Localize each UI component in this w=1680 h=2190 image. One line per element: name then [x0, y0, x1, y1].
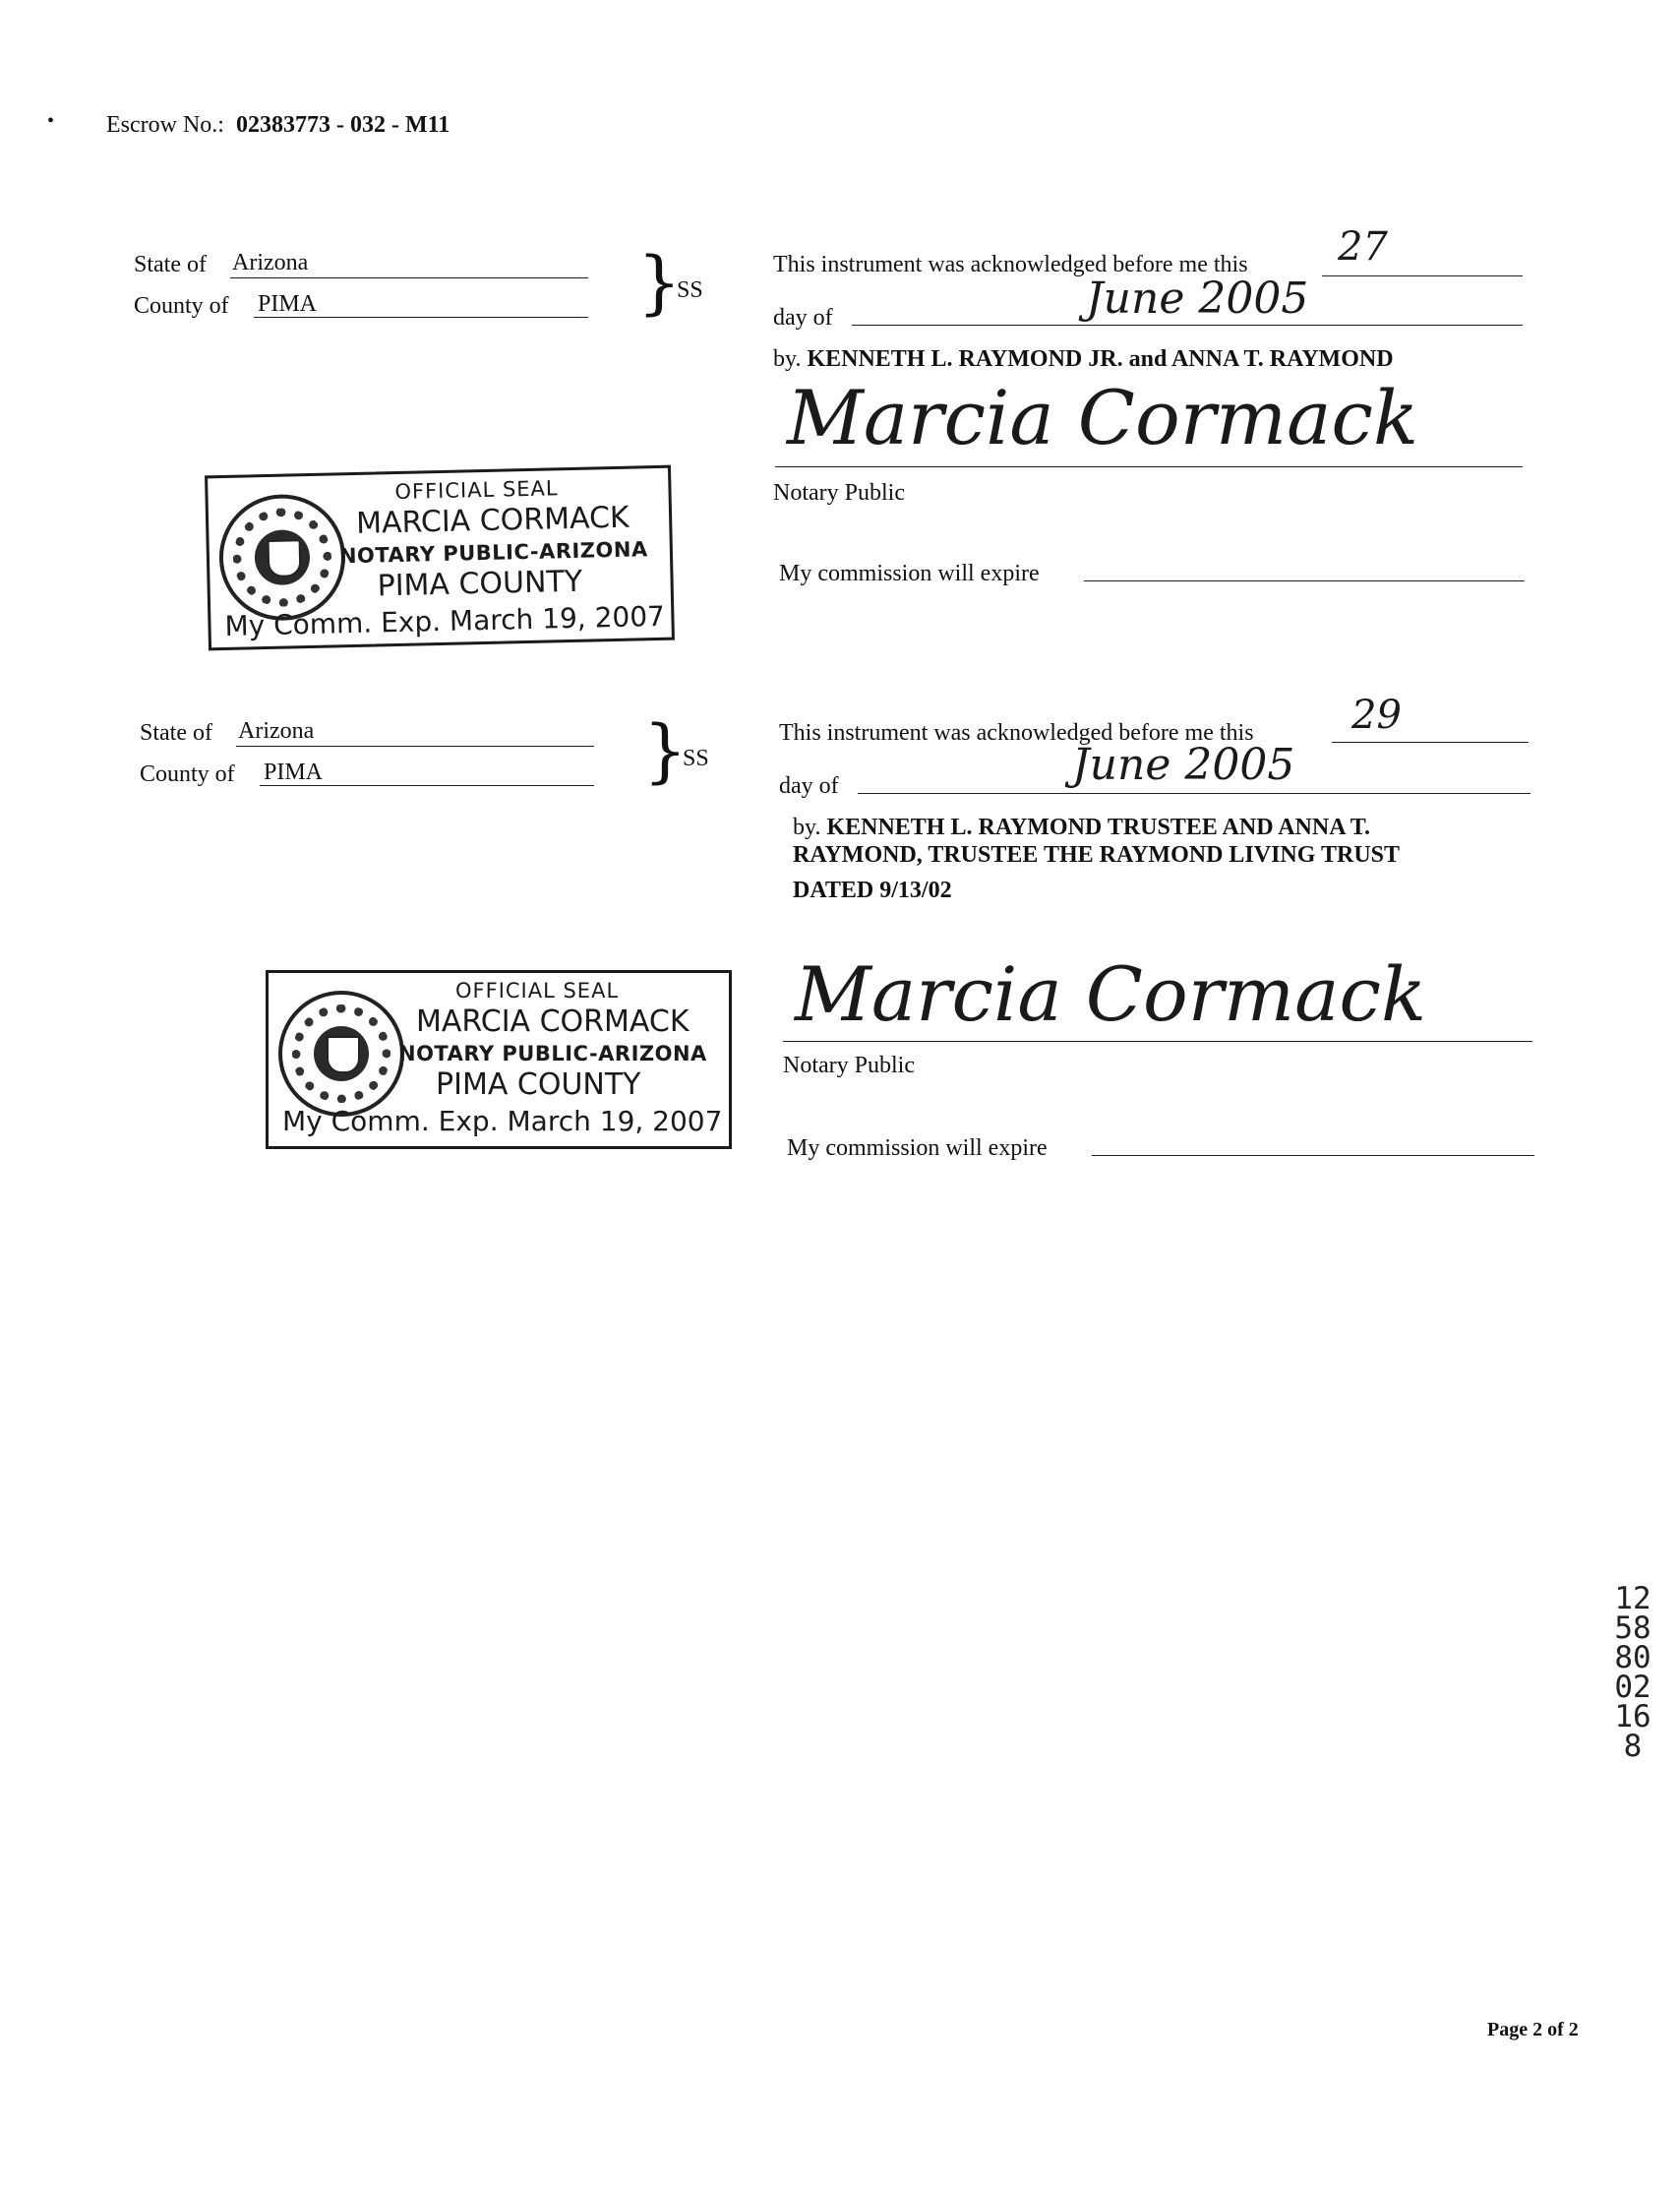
seal-notary-name: MARCIA CORMACK [355, 500, 630, 541]
brace: } [637, 242, 682, 323]
ss-label: SS [677, 277, 703, 303]
notary-public-label: Notary Public [773, 480, 905, 506]
county-underline [254, 317, 588, 318]
county-value: PIMA [264, 760, 324, 785]
county-value: PIMA [258, 291, 318, 317]
day-underline [1322, 275, 1523, 276]
day-underline [1332, 742, 1529, 743]
handwritten-month-year: June 2005 [1072, 740, 1295, 790]
by-label: by. [773, 346, 802, 372]
seal-title: OFFICIAL SEAL [394, 476, 559, 505]
ss-label: SS [683, 746, 709, 771]
by-line [773, 346, 1394, 373]
state-value: Arizona [232, 250, 309, 275]
by-names-line-3: DATED 9/13/02 [793, 878, 952, 903]
by-names: KENNETH L. RAYMOND JR. and ANNA T. RAYMOND [807, 346, 1394, 372]
handwritten-day: 27 [1338, 224, 1388, 270]
seal-notary-public: NOTARY PUBLIC-ARIZONA [338, 537, 648, 569]
seal-county: PIMA COUNTY [436, 1067, 641, 1102]
by-names-line-2: RAYMOND, TRUSTEE THE RAYMOND LIVING TRUST [793, 842, 1401, 868]
commission-underline [1092, 1155, 1534, 1156]
seal-expiration: My Comm. Exp. March 19, 2007 [282, 1105, 723, 1137]
brace: } [643, 710, 688, 791]
seal-expiration: My Comm. Exp. March 19, 2007 [224, 599, 666, 642]
commission-label: My commission will expire [787, 1135, 1048, 1161]
notary-signature: Marcia Cormack [795, 950, 1427, 1038]
state-seal-icon [278, 991, 404, 1117]
notary-seal-stamp [205, 465, 675, 651]
acknowledged-text: This instrument was acknowledged before me this [773, 252, 1248, 277]
seal-title: OFFICIAL SEAL [455, 979, 620, 1003]
county-underline [260, 785, 594, 786]
side-document-number: 125880 02168 [1614, 1581, 1651, 1764]
page-number: Page 2 of 2 [1487, 2019, 1579, 2040]
county-label: County of [140, 761, 235, 787]
notary-public-label: Notary Public [783, 1053, 915, 1078]
handwritten-month-year: June 2005 [1086, 274, 1309, 324]
by-names-line-1: KENNETH L. RAYMOND TRUSTEE AND ANNA T. [826, 815, 1371, 840]
bullet-mark: • [47, 110, 55, 132]
escrow-label: Escrow No.: [106, 112, 224, 138]
county-label: County of [134, 293, 229, 319]
day-of-label: day of [779, 773, 839, 799]
state-underline [236, 746, 594, 747]
state-label: State of [140, 720, 212, 746]
commission-underline [1084, 580, 1525, 581]
state-seal-icon [218, 493, 347, 622]
day-of-underline [852, 325, 1523, 326]
seal-county: PIMA COUNTY [377, 564, 583, 604]
by-line [793, 815, 1370, 841]
handwritten-day: 29 [1351, 693, 1402, 738]
state-label: State of [134, 252, 207, 277]
signature-underline [783, 1041, 1532, 1042]
acknowledged-text: This instrument was acknowledged before me this [779, 720, 1254, 746]
notary-signature: Marcia Cormack [787, 374, 1419, 461]
by-label: by. [793, 815, 821, 840]
escrow-number: 02383773 - 032 - M11 [235, 112, 450, 138]
escrow-line [106, 112, 450, 139]
state-value: Arizona [238, 718, 315, 744]
state-underline [230, 277, 588, 278]
signature-underline [775, 466, 1523, 467]
day-of-label: day of [773, 305, 833, 331]
notary-seal-stamp [266, 970, 732, 1149]
commission-label: My commission will expire [779, 561, 1040, 586]
seal-notary-public: NOTARY PUBLIC-ARIZONA [398, 1042, 707, 1065]
day-of-underline [858, 793, 1530, 794]
seal-notary-name: MARCIA CORMACK [416, 1004, 690, 1039]
